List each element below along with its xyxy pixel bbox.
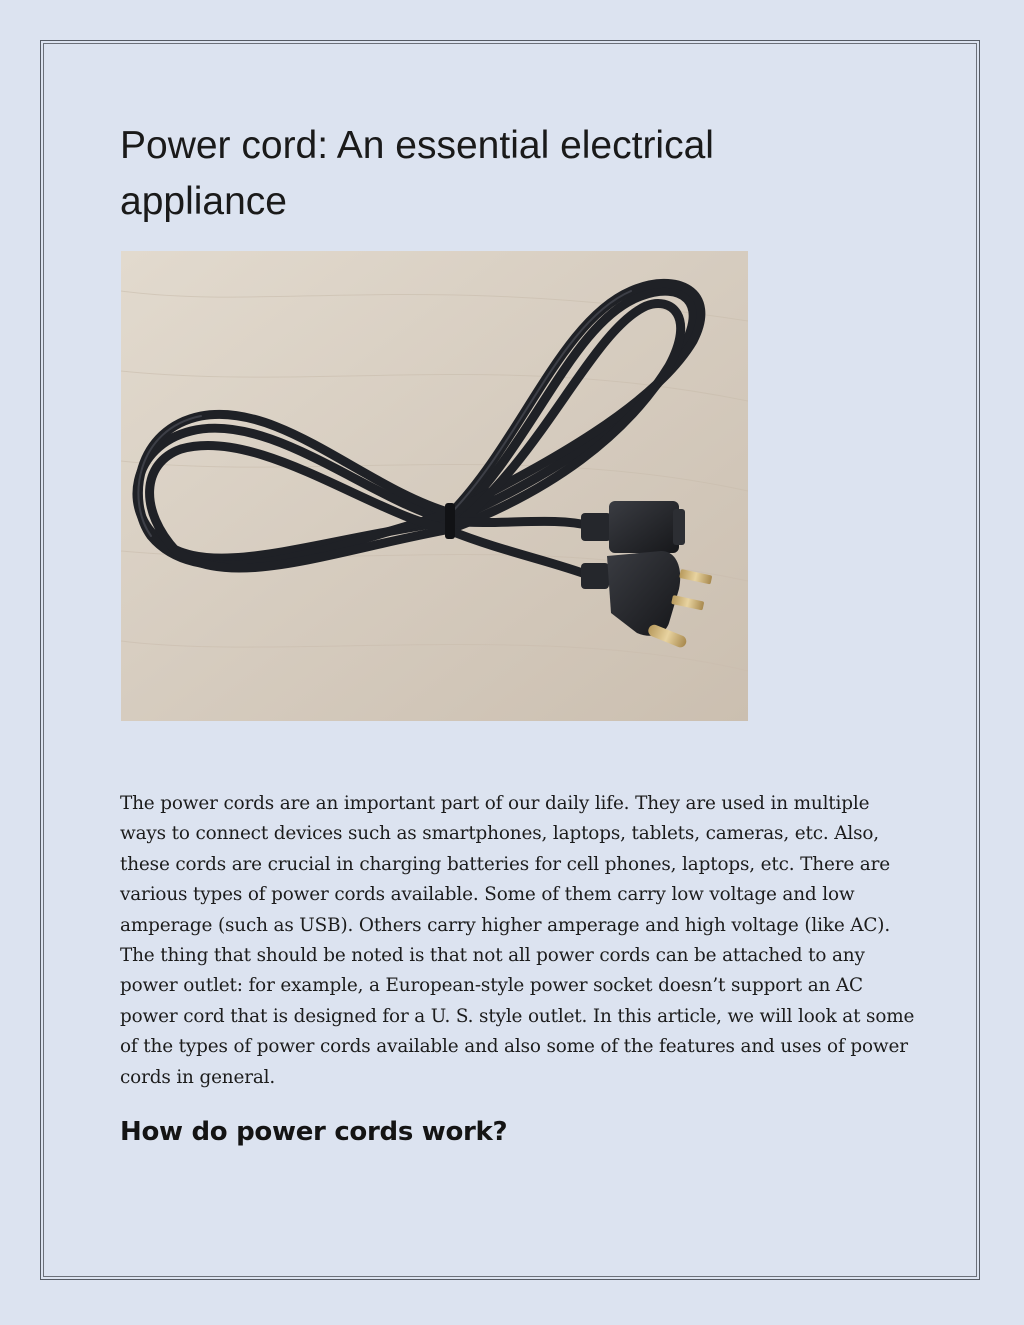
intro-paragraph: The power cords are an important part of our daily life. They are used in multiple ways to connect devices such as smartphones, laptops, tablets, cameras, etc. Also, these cords are crucial in charging batteries for cell phones, laptops, etc. There are various types of power cords available. Some of them carry low voltage and low amperage (such as USB). Others carry higher amperage and high voltage (like AC). The thing that should be noted is that not all power cords can be attached to any power outlet: for example, a European-style power socket doesn’t support an AC power cord that is designed for a U. S. style outlet. In this article, we will look at some of the types of power cords available and also some of the features and uses of power cords in general.: [120, 793, 915, 1088]
power-cord-photo: [121, 251, 748, 721]
page-title: Power cord: An essential electrical appliance: [120, 124, 714, 223]
section-heading: How do power cords work?: [120, 1117, 508, 1147]
